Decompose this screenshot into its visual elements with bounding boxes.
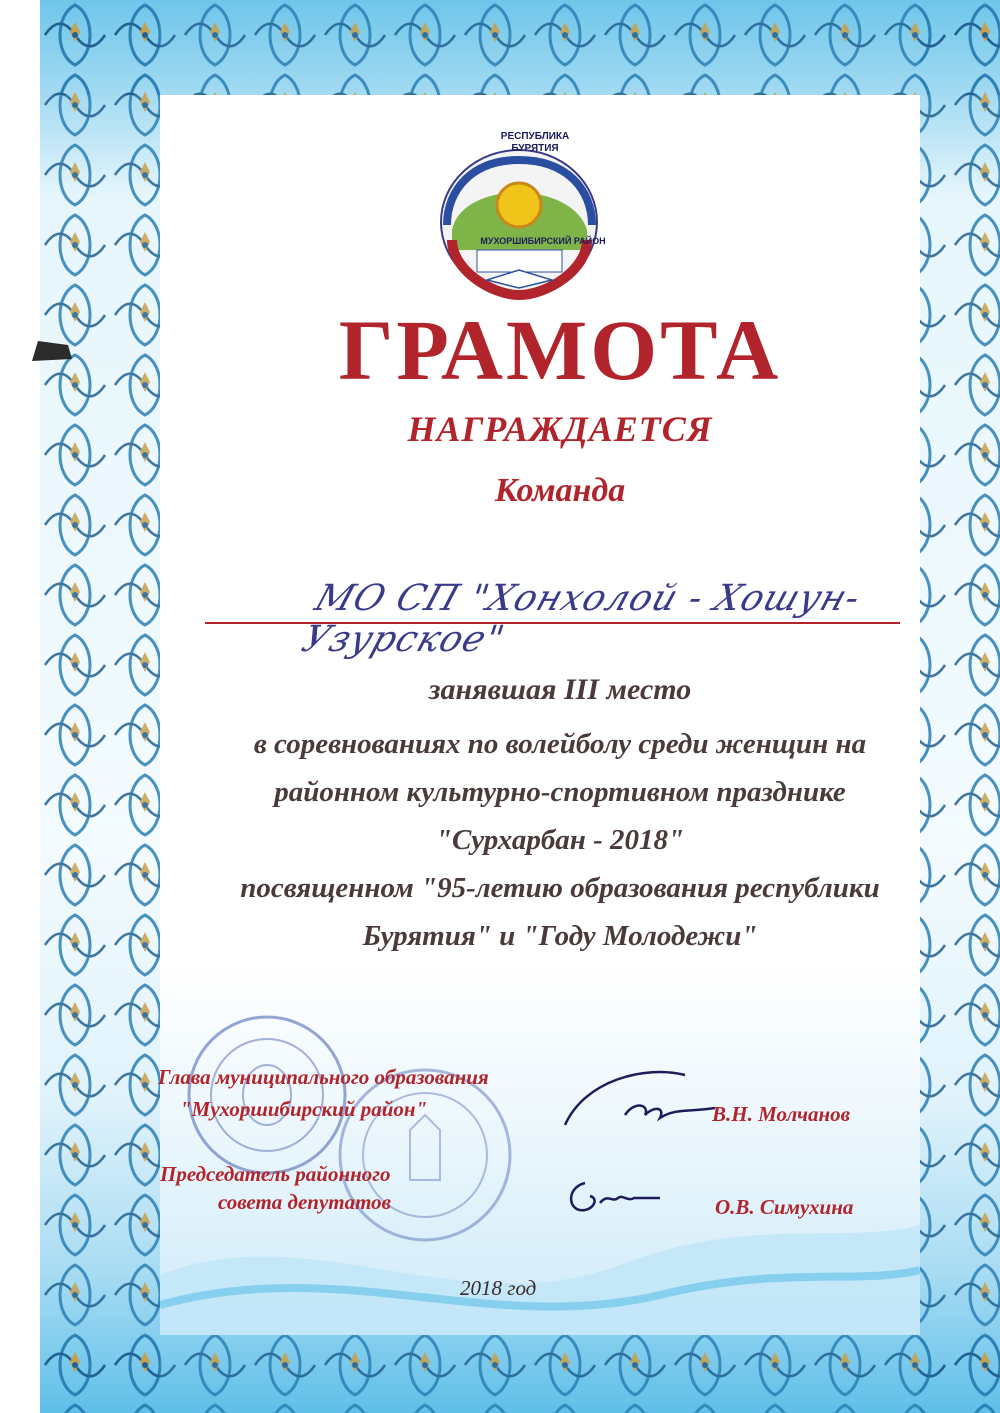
signatory-role: Глава муниципального образования: [158, 1065, 489, 1089]
description-line: в соревнованиях по волейболу среди женщин на: [253, 728, 867, 760]
signatory-role: "Мухоршибирский район": [180, 1097, 428, 1121]
recipient-type: Команда: [494, 472, 626, 509]
certificate-title: ГРАМОТА: [338, 302, 782, 398]
recipient-handwritten: МО СП "Хонхолой - Хошун-Узурское": [296, 578, 867, 660]
emblem-bottom-text: МУХОРШИБИРСКИЙ РАЙОН: [480, 236, 606, 246]
paper-clip-mark: [28, 335, 76, 365]
district-emblem: [432, 130, 607, 305]
description-line: Бурятия" и "Году Молодежи": [362, 920, 758, 952]
signature-simukhina: [560, 1168, 670, 1228]
signatory-name: В.Н. Молчанов: [712, 1102, 851, 1126]
recipient-underline: [205, 622, 900, 624]
certificate-year: 2018 год: [460, 1276, 537, 1300]
emblem-top-text: РЕСПУБЛИКА БУРЯТИЯ: [500, 131, 570, 154]
place-text: занявшая III место: [428, 673, 692, 706]
description-line: районном культурно-спортивном празднике: [274, 776, 846, 808]
signature-molchanov: [555, 1060, 725, 1140]
description-line: "Сурхарбан - 2018": [435, 824, 685, 856]
signatory-role: Председатель районного: [160, 1162, 391, 1186]
signatory-name: О.В. Симухина: [715, 1195, 854, 1219]
signatory-role: совета депутатов: [218, 1190, 392, 1214]
awarded-label: НАГРАЖДАЕТСЯ: [407, 409, 713, 449]
description-line: посвященном "95-летию образования республики: [240, 872, 880, 904]
